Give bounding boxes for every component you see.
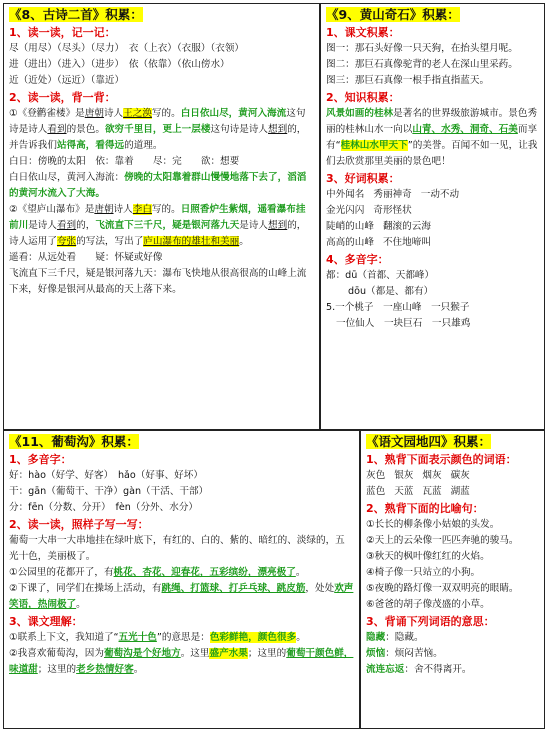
heading-polyphones: 4、多音字：	[326, 253, 389, 266]
section-title: 《9、黄山奇石》积累：	[326, 7, 460, 22]
metaphor-sentence: ⑤夜晚的路灯像一双双明亮的眼睛。	[366, 583, 519, 594]
metaphor-sentence: ①长长的柳条像小姑娘的头发。	[366, 519, 500, 530]
polyphone-line: 好：hào（好学、好客） hǎo（好事、好坏）	[9, 470, 203, 481]
section-grape-valley	[3, 430, 360, 729]
section-huangshan-rocks	[320, 3, 545, 430]
practice-sentence: ①公园里的花都开了，有桃花、杏花、迎春花，五彩缤纷，漂亮极了。	[9, 567, 306, 578]
word-row: 高高的山峰 不住地啼叫	[326, 237, 431, 248]
word-row: 陡峭的山峰 翻滚的云海	[326, 221, 431, 232]
metaphor-sentence: ③秋天的枫叶像红红的火焰。	[366, 551, 490, 562]
section-ancient-poems	[3, 3, 320, 430]
word-row: 金光闪闪 奇形怪状	[326, 205, 412, 216]
poem-meaning-1: 白日依山尽，黄河入海流：傍晚的太阳靠着群山慢慢地落下去了，滔滔的黄河水流入了大海。	[9, 172, 307, 199]
word-meanings-2: 遥看：从远处看 疑：怀疑或好像	[9, 252, 163, 263]
word-row: 近（近处）（远近）（靠近）	[9, 75, 125, 86]
heading-read-recite: 2、读一读，背一背：	[9, 91, 116, 104]
heading-word-meanings: 3、背诵下列词语的意思：	[366, 615, 495, 628]
word-meanings-1: 白日：傍晚的太阳 依：靠着 尽：完 欲：想要	[9, 156, 240, 167]
understanding-item: ②我喜欢葡萄沟，因为葡萄沟是个好地方。这里盛产水果；这里的葡萄干颜色鲜，味道甜；这里的老乡热情好客。	[9, 648, 354, 675]
word-row: 进（进出）（进入）（进步） 依（依靠）（依山傍水）	[9, 59, 230, 70]
heading-polyphones: 1、多音字：	[9, 453, 72, 466]
polyphone-line: 干：gān（葡萄干、干净）gàn（干活、干部）	[9, 486, 209, 497]
picture-note: 图一：那石头好像一只天狗，在抬头望月呢。	[326, 43, 518, 54]
word-meaning: 烦恼：烦闷苦恼。	[366, 648, 443, 659]
metaphor-sentence: ④椅子像一只站立的小狗。	[366, 567, 481, 578]
section-title: 《11、葡萄沟》积累：	[9, 434, 139, 449]
heading-metaphors: 2、熟背下面的比喻句：	[366, 502, 484, 515]
quantifier-line: 5.一个桃子 一座山峰 一只猴子	[326, 302, 470, 313]
metaphor-sentence: ⑥爸爸的胡子像茂盛的小草。	[366, 599, 490, 610]
section-language-garden	[360, 430, 545, 729]
polyphone-line: 分：fēn（分数、分开） fèn（分外、水分）	[9, 502, 199, 513]
heading-write: 2、读一读，照样子写一写：	[9, 518, 149, 531]
color-word-row: 蓝色 天蓝 瓦蓝 湖蓝	[366, 486, 470, 497]
heading-understanding: 3、课文理解：	[9, 615, 83, 628]
heading-color-words: 1、熟背下面表示颜色的词语：	[366, 453, 517, 466]
polyphone-line: 都：dū（首都、天都峰）	[326, 270, 435, 281]
quantifier-line: 一位仙人 一块巨石 一只雄鸡	[336, 318, 471, 329]
picture-note: 图二：那巨石真像驼背的老人在深山里采药。	[326, 59, 518, 70]
color-word-row: 灰色 银灰 烟灰 碳灰	[366, 470, 470, 481]
poem-meaning-2: 飞流直下三千尺，疑是银河落九天：瀑布飞快地从很高很高的山峰上流下来，好像是银河从最高的天上落下来。	[9, 268, 307, 295]
heading-read-remember: 1、读一读，记一记：	[9, 26, 116, 39]
metaphor-sentence: ②天上的云朵像一匹匹奔驰的骏马。	[366, 535, 519, 546]
section-title: 《语文园地四》积累：	[366, 434, 492, 449]
heading-text-notes: 1、课文积累：	[326, 26, 400, 39]
word-row: 中外闻名 秀丽神奇 一动不动	[326, 189, 460, 200]
heading-knowledge: 2、知识积累：	[326, 91, 400, 104]
poem-note-2: ②《望庐山瀑布》是唐朝诗人李白写的。日照香炉生紫烟，遥看瀑布挂前川是诗人看到的，飞流直下三千尺，疑是银河落九天是诗人想到的，诗人运用了夸张的写法，写出了庐山瀑布的雄壮和美丽。	[9, 204, 307, 247]
example-sentence: 葡萄一大串一大串地挂在绿叶底下，有红的、白的、紫的、暗红的、淡绿的，五光十色，美丽极了。	[9, 535, 345, 562]
heading-good-words: 3、好词积累：	[326, 172, 400, 185]
worksheet	[3, 3, 545, 729]
knowledge-paragraph: 风景如画的桂林是著名的世界级旅游城市。景色秀丽的桂林山水一向以山青、水秀、洞奇、石美而享有“桂林山水甲天下”的美誉。百闻不如一见，让我们去欣赏那里美丽的景色吧！	[326, 108, 538, 167]
word-meaning: 隐藏：隐藏。	[366, 632, 424, 643]
word-row: 尽（用尽）（尽头）（尽力） 衣（上衣）（衣服）（衣领）	[9, 43, 245, 54]
understanding-item: ①联系上下文，我知道了“五光十色”的意思是：色彩鲜艳，颜色很多。	[9, 632, 306, 643]
poem-note-1: ①《登鹳雀楼》是唐朝诗人王之涣写的。白日依山尽，黄河入海流这句诗是诗人看到的景色。欲穷千里目，更上一层楼这句诗是诗人想到的，并告诉我们站得高，看得远的道理。	[9, 108, 307, 151]
practice-sentence: ②下课了，同学们在操场上活动，有跳绳、打篮球、打乒乓球、跳皮筋，处处欢声笑语，热闹极了。	[9, 583, 354, 610]
picture-note: 图三：那巨石真像一根手指直指蓝天。	[326, 75, 490, 86]
section-title: 《8、古诗二首》积累：	[9, 7, 143, 22]
polyphone-line: dōu（都是、都有）	[348, 286, 434, 297]
word-meaning: 流连忘返：舍不得离开。	[366, 664, 472, 675]
